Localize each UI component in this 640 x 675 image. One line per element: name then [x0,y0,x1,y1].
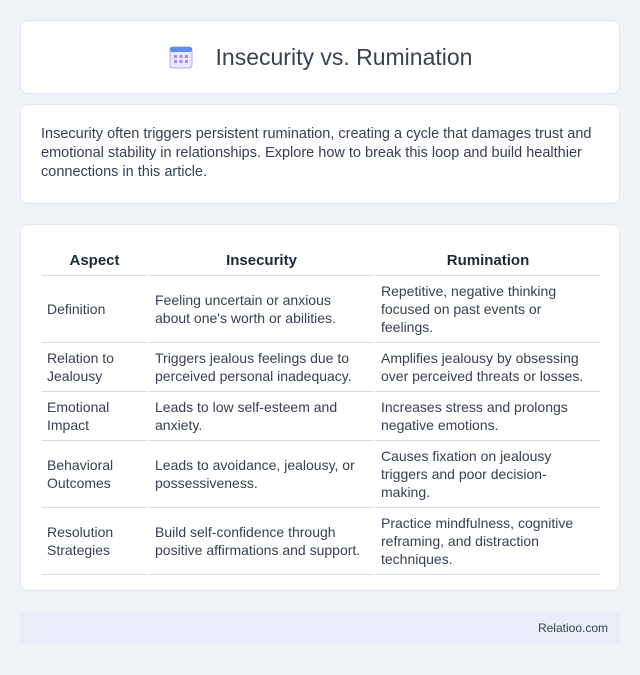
comparison-card [20,224,620,591]
aspect-cell: Relation to Jealousy [42,343,147,392]
aspect-cell: Definition [42,276,147,343]
table-row [42,508,600,575]
rumination-cell: Repetitive, negative thinking focused on past events or feelings. [373,276,600,343]
aspect-cell: Emotional Impact [42,392,147,441]
table-row [42,343,600,392]
insecurity-cell: Build self-confidence through positive affirmations and support. [147,508,373,575]
intro-text: Insecurity often triggers persistent rumination, creating a cycle that damages trust and emotional stability in relationships. Explore how to break this loop and build healthier connections in this article. [41,126,592,180]
header-card [20,20,620,94]
insecurity-cell: Leads to low self-esteem and anxiety. [147,392,373,441]
insecurity-cell: Feeling uncertain or anxious about one's worth or abilities. [147,276,373,343]
rumination-cell: Amplifies jealousy by obsessing over perceived threats or losses. [373,343,600,392]
table-row [42,392,600,441]
footer [20,611,620,645]
rumination-cell: Increases stress and prolongs negative emotions. [373,392,600,441]
table-row [42,276,600,343]
calendar-icon [168,44,194,70]
aspect-cell: Behavioral Outcomes [42,441,147,508]
page-title: Insecurity vs. Rumination [215,43,473,70]
aspect-cell: Resolution Strategies [42,508,147,575]
column-header-insecurity: Insecurity [147,246,373,276]
comparison-table [42,246,600,575]
table-row [42,441,600,508]
table-header-row [42,246,600,276]
intro-card [20,104,620,204]
column-header-aspect: Aspect [42,246,147,276]
rumination-cell: Causes fixation on jealousy triggers and poor decision-making. [373,441,600,508]
insecurity-cell: Triggers jealous feelings due to perceived personal inadequacy. [147,343,373,392]
rumination-cell: Practice mindfulness, cognitive reframing, and distraction techniques. [373,508,600,575]
header [168,44,473,71]
insecurity-cell: Leads to avoidance, jealousy, or possessiveness. [147,441,373,508]
column-header-rumination: Rumination [373,246,600,276]
footer-brand[interactable]: Relatioo.com [537,621,608,635]
